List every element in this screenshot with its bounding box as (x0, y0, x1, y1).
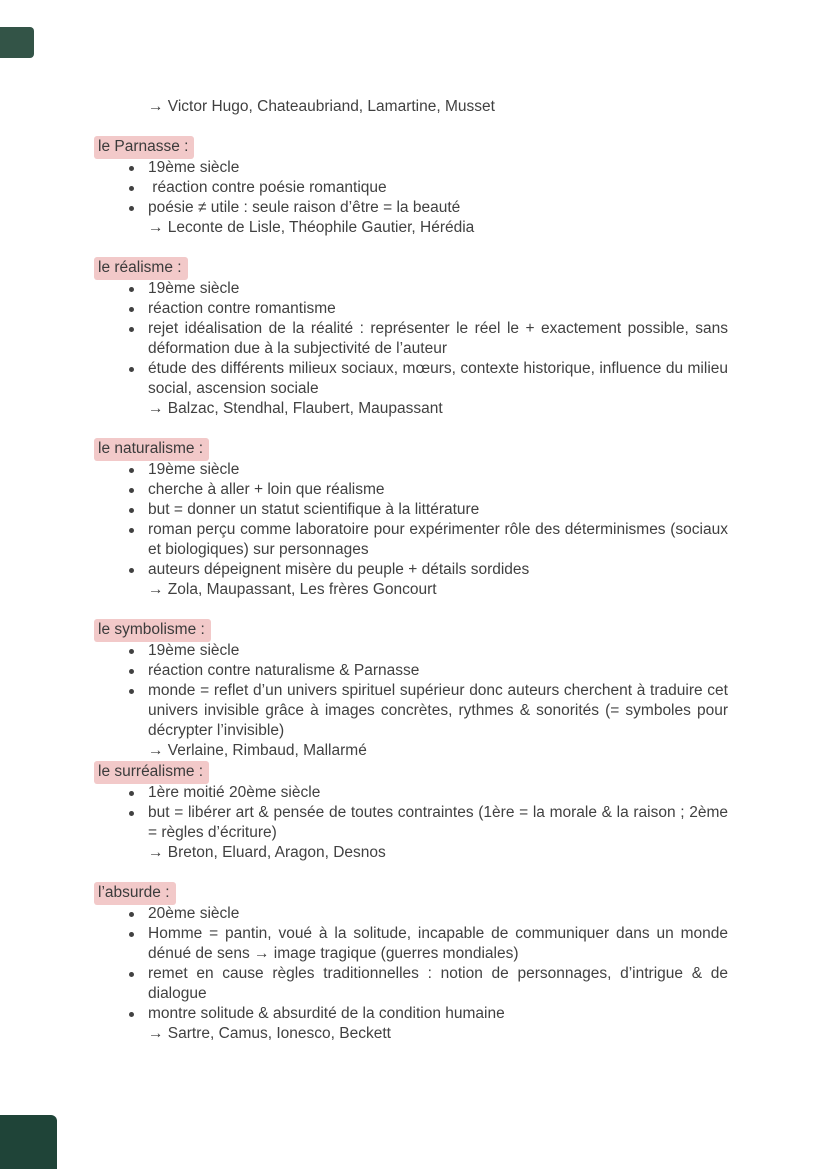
section-heading (98, 619, 728, 641)
highlighted-title: le Parnasse : (94, 136, 194, 159)
highlighted-title: le réalisme : (94, 257, 188, 280)
authors-line: → Balzac, Stendhal, Flaubert, Maupassant (148, 400, 443, 417)
page-content (98, 97, 728, 1044)
bullet-item: monde = reflet d’un univers spirituel supérieur donc auteurs cherchent à traduire cet univers invisible grâce à images concrètes, rythmes & sonorités (= symboles pour décrypter l’invisible) (98, 681, 728, 741)
bullet-item: 19ème siècle (98, 279, 728, 299)
highlighted-title: l’absurde : (94, 882, 176, 905)
bullet-item: 19ème siècle (98, 158, 728, 178)
bullet-item: réaction contre poésie romantique (98, 178, 728, 198)
highlighted-title: le naturalisme : (94, 438, 209, 461)
section-heading (98, 882, 728, 904)
bullet-item: poésie ≠ utile : seule raison d’être = la beauté (98, 198, 728, 218)
bullet-item: réaction contre naturalisme & Parnasse (98, 661, 728, 681)
bullet-item: remet en cause règles traditionnelles : notion de personnages, d’intrigue & de dialogue (98, 964, 728, 1004)
bullet-list (98, 783, 728, 843)
bullet-item: roman perçu comme laboratoire pour expérimenter rôle des déterminismes (sociaux et biologiques) sur personnages (98, 520, 728, 560)
bullet-list (98, 279, 728, 399)
bullet-item: cherche à aller + loin que réalisme (98, 480, 728, 500)
section-naturalisme (98, 438, 728, 600)
bullet-item: but = libérer art & pensée de toutes contraintes (1ère = la morale & la raison ; 2ème = règles d’écriture) (98, 803, 728, 843)
authors-line: → Zola, Maupassant, Les frères Goncourt (148, 581, 437, 598)
bullet-item: 20ème siècle (98, 904, 728, 924)
section-heading (98, 136, 728, 158)
section-surrealisme (98, 761, 728, 863)
section-heading (98, 257, 728, 279)
authors-line: → Verlaine, Rimbaud, Mallarmé (148, 742, 367, 759)
section-heading (98, 438, 728, 460)
bullet-item: Homme = pantin, voué à la solitude, incapable de communiquer dans un monde dénué de sens → image tragique (guerres mondiales) (98, 924, 728, 964)
section-realisme (98, 257, 728, 419)
section-parnasse (98, 136, 728, 238)
intro-authors-line: → Victor Hugo, Chateaubriand, Lamartine, Musset (148, 98, 495, 115)
bullet-item: montre solitude & absurdité de la condition humaine (98, 1004, 728, 1024)
bullet-item: 19ème siècle (98, 460, 728, 480)
bullet-item: 1ère moitié 20ème siècle (98, 783, 728, 803)
bullet-item: auteurs dépeignent misère du peuple + détails sordides (98, 560, 728, 580)
bullet-item: étude des différents milieux sociaux, mœurs, contexte historique, influence du milieu social, ascension sociale (98, 359, 728, 399)
authors-line: → Sartre, Camus, Ionesco, Beckett (148, 1025, 391, 1042)
bullet-item: rejet idéalisation de la réalité : représenter le réel le + exactement possible, sans déformation due à la subjectivité de l’auteur (98, 319, 728, 359)
authors-line: → Breton, Eluard, Aragon, Desnos (148, 844, 386, 861)
scan-corner-mark-top (0, 27, 34, 58)
bullet-item: but = donner un statut scientifique à la littérature (98, 500, 728, 520)
bullet-list (98, 460, 728, 580)
highlighted-title: le surréalisme : (94, 761, 209, 784)
section-symbolisme (98, 619, 728, 761)
section-absurde (98, 882, 728, 1044)
scan-corner-mark-bottom (0, 1115, 57, 1169)
bullet-list (98, 904, 728, 1024)
section-heading (98, 761, 728, 783)
bullet-item: 19ème siècle (98, 641, 728, 661)
authors-line: → Leconte de Lisle, Théophile Gautier, Hérédia (148, 219, 475, 236)
bullet-list (98, 641, 728, 741)
bullet-item: réaction contre romantisme (98, 299, 728, 319)
highlighted-title: le symbolisme : (94, 619, 211, 642)
bullet-list (98, 158, 728, 218)
